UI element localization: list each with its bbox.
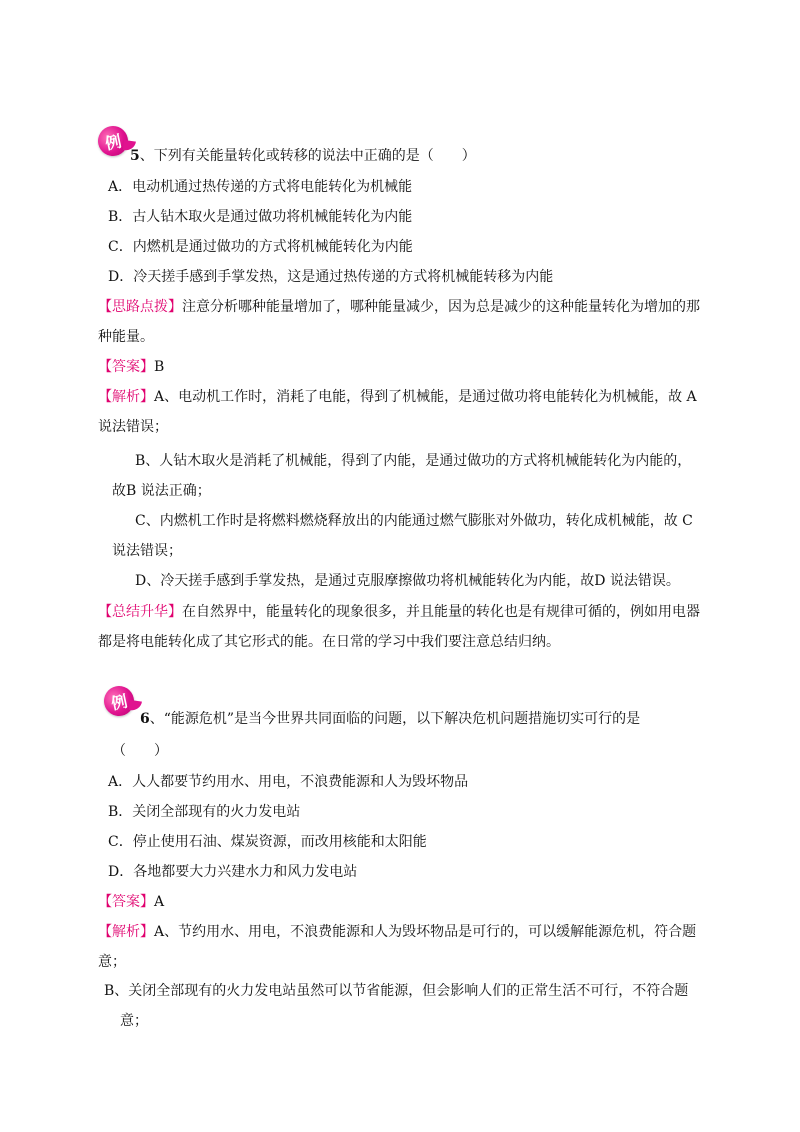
q6-answer — [98, 893, 164, 911]
q5-answer-value: B — [154, 359, 165, 375]
q6-option-c: C．停止使用石油、煤炭资源，而改用核能和太阳能 — [108, 834, 427, 850]
q6-stem-line2: （ ） — [112, 743, 168, 759]
q5-answer — [98, 358, 164, 376]
q5-analysis-tag: 【解析】 — [98, 389, 154, 405]
q5-stem-text: 下列有关能量转化或转移的说法中正确的是（ ） — [153, 148, 476, 164]
q5-analysis-line-4: 故B 说法正确； — [112, 483, 211, 499]
example-badge-icon — [101, 683, 137, 719]
q6-analysis-line-3: B、关闭全部现有的火力发电站虽然可以节省能源，但会影响人们的正常生活不可行，不符合题 — [104, 983, 689, 999]
q6-answer-value: A — [154, 894, 165, 910]
q5-analysis-line-5: C、内燃机工作时是将燃料燃烧释放出的内能通过燃气膨胀对外做功，转化成机械能，故 C — [135, 513, 693, 529]
q5-hint — [98, 298, 700, 316]
q5-hint-line2: 种能量。 — [98, 329, 154, 345]
q5-summary-tag: 【总结升华】 — [98, 604, 182, 620]
example-badge-icon — [95, 123, 131, 159]
q5-answer-tag: 【答案】 — [98, 359, 154, 375]
q6-analysis-line-2: 意； — [98, 954, 126, 970]
q6-option-b: B．关闭全部现有的火力发电站 — [108, 804, 301, 820]
q5-option-d: D．冷天搓手感到手掌发热，这是通过热传递的方式将机械能转移为内能 — [108, 269, 554, 285]
example-badge-glyph: 例 — [103, 131, 124, 153]
q6-analysis — [98, 923, 696, 941]
q5-analysis — [98, 388, 697, 406]
q5-summary-line1: 在自然界中，能量转化的现象很多，并且能量的转化也是有规律可循的，例如用电器 — [182, 604, 700, 620]
q5-stem — [130, 147, 476, 165]
q5-number-sep: 、 — [139, 148, 154, 164]
q6-answer-tag: 【答案】 — [98, 894, 154, 910]
q5-analysis-line-3: B、人钻木取火是消耗了机械能，得到了内能，是通过做功的方式将机械能转化为内能的， — [135, 453, 692, 469]
q6-number-sep: 、 — [149, 711, 164, 727]
q6-number: 6 — [140, 711, 150, 727]
q6-analysis-line-4: 意； — [120, 1013, 148, 1029]
q5-analysis-line-2: 说法错误； — [98, 419, 168, 435]
q5-option-c: C．内燃机是通过做功的方式将机械能转化为内能 — [108, 239, 413, 255]
q5-hint-tag: 【思路点拨】 — [98, 299, 182, 315]
q6-stem-text: “能源危机”是当今世界共同面临的问题，以下解决危机问题措施切实可行的是 — [163, 711, 641, 727]
q5-analysis-line-1: A、电动机工作时，消耗了电能，得到了机械能，是通过做功将电能转化为机械能，故 A — [154, 389, 697, 405]
q5-summary — [98, 603, 700, 621]
q5-option-a: A．电动机通过热传递的方式将电能转化为机械能 — [108, 179, 413, 195]
q5-option-b: B．古人钻木取火是通过做功将机械能转化为内能 — [108, 209, 413, 225]
q6-option-d: D．各地都要大力兴建水力和风力发电站 — [108, 864, 358, 880]
q6-stem — [140, 710, 640, 728]
q5-analysis-line-6: 说法错误； — [112, 543, 182, 559]
example-badge-glyph: 例 — [109, 691, 130, 713]
q5-number: 5 — [130, 148, 140, 164]
q5-analysis-line-7: D、冷天搓手感到手掌发热，是通过克服摩擦做功将机械能转化为内能，故D 说法错误。 — [135, 573, 680, 589]
q5-hint-line1: 注意分析哪种能量增加了，哪种能量减少，因为总是减少的这种能量转化为增加的那 — [182, 299, 700, 315]
q6-analysis-line-1: A、节约用水、用电，不浪费能源和人为毁坏物品是可行的，可以缓解能源危机，符合题 — [154, 924, 697, 940]
q6-option-a: A．人人都要节约用水、用电，不浪费能源和人为毁坏物品 — [108, 774, 469, 790]
q5-summary-line2: 都是将电能转化成了其它形式的能。在日常的学习中我们要注意总结归纳。 — [98, 634, 560, 650]
q6-analysis-tag: 【解析】 — [98, 924, 154, 940]
